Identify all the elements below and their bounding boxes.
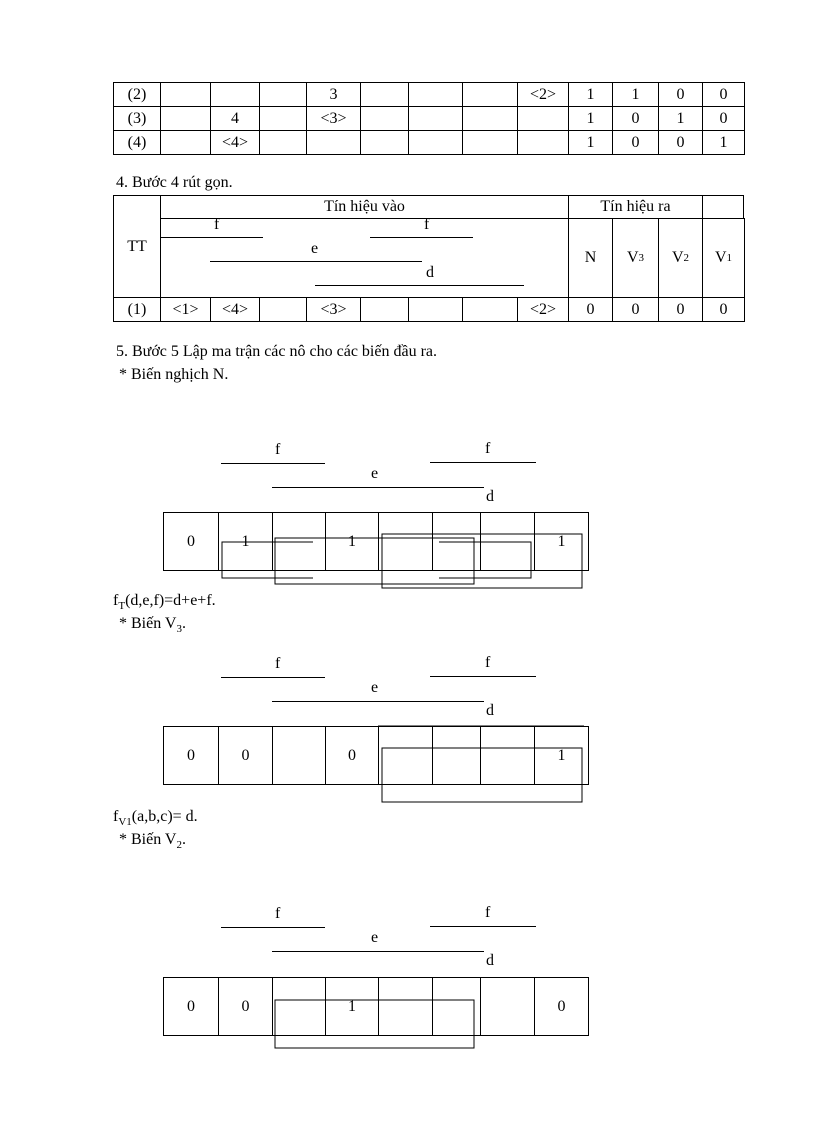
f-range-line bbox=[221, 463, 325, 464]
table-cell bbox=[517, 106, 569, 131]
kmap-e-label: e bbox=[371, 465, 379, 482]
table-cell: 0 bbox=[702, 106, 745, 131]
formula-ft: $f_T(d,e,f)=d+e+f$. bbox=[113, 592, 216, 613]
table-cell bbox=[259, 297, 307, 322]
kmap-cell bbox=[480, 726, 535, 785]
kmap-f-label: f bbox=[275, 441, 281, 458]
table-cell: 0 bbox=[612, 130, 659, 155]
subheading-n: * Biến nghịch N. bbox=[119, 366, 229, 383]
table-cell bbox=[306, 130, 361, 155]
table-cell bbox=[408, 106, 463, 131]
kmap-cell bbox=[272, 726, 326, 785]
step4-heading: 4. Bước 4 rút gọn. bbox=[116, 174, 233, 191]
e-range-line bbox=[272, 701, 484, 702]
kmap-f-label: f bbox=[485, 654, 491, 671]
table-cell: 0 bbox=[568, 297, 613, 322]
table-cell: <1> bbox=[160, 297, 211, 322]
kmap-f-label: f bbox=[485, 440, 491, 457]
tt-header: TT bbox=[113, 195, 161, 298]
kmap-cell bbox=[480, 512, 535, 571]
output-header-1 bbox=[612, 218, 659, 298]
inputs-header: Tín hiệu vào bbox=[160, 195, 569, 219]
table-cell bbox=[462, 130, 518, 155]
output-label: V bbox=[671, 249, 684, 266]
table-cell: (3) bbox=[113, 106, 161, 131]
table-cell: 1 bbox=[568, 130, 613, 155]
var-f-label: f bbox=[424, 216, 430, 233]
table-cell bbox=[259, 130, 307, 155]
table-cell: (1) bbox=[113, 297, 161, 322]
table-cell: 0 bbox=[658, 297, 703, 322]
output-label: N bbox=[584, 249, 597, 266]
output-label: V bbox=[714, 249, 727, 266]
kmap-cell: 0 bbox=[163, 977, 219, 1036]
f-range-line bbox=[430, 676, 536, 677]
table-cell bbox=[408, 82, 463, 107]
kmap-cell bbox=[272, 512, 326, 571]
table-cell bbox=[517, 130, 569, 155]
table-cell bbox=[360, 82, 409, 107]
f-range-line bbox=[221, 927, 325, 928]
table-cell: 0 bbox=[702, 297, 745, 322]
output-subscript: 2 bbox=[683, 252, 690, 264]
subheading-v2: * Biến $V_2$. bbox=[119, 831, 186, 852]
f-range-line bbox=[221, 677, 325, 678]
table-cell: 0 bbox=[612, 297, 659, 322]
table-cell: <3> bbox=[306, 297, 361, 322]
table-cell bbox=[462, 297, 518, 322]
table-cell: <4> bbox=[210, 297, 260, 322]
table-cell: <2> bbox=[517, 82, 569, 107]
table-cell bbox=[160, 106, 211, 131]
table-cell: 4 bbox=[210, 106, 260, 131]
kmap-cell: 1 bbox=[534, 726, 589, 785]
table-cell: 1 bbox=[658, 106, 703, 131]
kmap-cell: 1 bbox=[325, 977, 379, 1036]
table-cell bbox=[360, 106, 409, 131]
kmap-cell bbox=[378, 977, 433, 1036]
table-cell bbox=[408, 130, 463, 155]
var-e-label: e bbox=[311, 240, 319, 257]
kmap-cell bbox=[480, 977, 535, 1036]
table-cell: <4> bbox=[210, 130, 260, 155]
table-cell: (2) bbox=[113, 82, 161, 107]
output-subscript: 3 bbox=[638, 252, 645, 264]
kmap-cell: 0 bbox=[325, 726, 379, 785]
table-cell: <2> bbox=[517, 297, 569, 322]
table-cell bbox=[160, 130, 211, 155]
kmap-cell: 0 bbox=[163, 512, 219, 571]
table-cell: 1 bbox=[568, 106, 613, 131]
var-d-label: d bbox=[426, 264, 434, 281]
table-cell: <3> bbox=[306, 106, 361, 131]
subheading-v3: * Biến $V_3$. bbox=[119, 615, 186, 636]
output-header-3 bbox=[702, 218, 745, 298]
kmap-d-label: d bbox=[486, 702, 494, 719]
table-cell: 0 bbox=[612, 106, 659, 131]
output-label: V bbox=[626, 249, 639, 266]
table-cell: 1 bbox=[612, 82, 659, 107]
kmap-cell: 0 bbox=[534, 977, 589, 1036]
kmap-cell: 1 bbox=[218, 512, 273, 571]
kmap-f-label: f bbox=[275, 905, 281, 922]
table-cell bbox=[160, 82, 211, 107]
kmap-cell bbox=[378, 726, 433, 785]
kmap-cell bbox=[432, 726, 481, 785]
table-cell: 1 bbox=[702, 130, 745, 155]
kmap-f-label: f bbox=[485, 904, 491, 921]
outputs-header: Tín hiệu ra bbox=[568, 195, 703, 219]
output-header-2 bbox=[658, 218, 703, 298]
kmap-d-label: d bbox=[486, 488, 494, 505]
kmap-f-label: f bbox=[275, 655, 281, 672]
formula-fv1: $f_{V1}(a,b,c)= d$. bbox=[113, 808, 198, 829]
e-range-line bbox=[272, 951, 484, 952]
e-range-line bbox=[272, 487, 484, 488]
kmap-cell: 0 bbox=[163, 726, 219, 785]
table-cell: (4) bbox=[113, 130, 161, 155]
kmap-cell bbox=[432, 977, 481, 1036]
table-cell: 0 bbox=[702, 82, 745, 107]
f-range-line bbox=[430, 926, 536, 927]
table-cell: 3 bbox=[306, 82, 361, 107]
kmap-cell: 0 bbox=[218, 726, 273, 785]
table-cell bbox=[210, 82, 260, 107]
table-cell bbox=[462, 82, 518, 107]
f-range-line bbox=[430, 462, 536, 463]
step5-heading: 5. Bước 5 Lập ma trận các nô cho các biến đầu ra. bbox=[116, 343, 437, 360]
table-cell bbox=[360, 297, 409, 322]
kmap-cell: 1 bbox=[534, 512, 589, 571]
table-cell bbox=[360, 130, 409, 155]
table-cell bbox=[408, 297, 463, 322]
table-cell: 1 bbox=[568, 82, 613, 107]
table-cell bbox=[462, 106, 518, 131]
kmap-e-label: e bbox=[371, 929, 379, 946]
var-f-label: f bbox=[214, 216, 220, 233]
table-cell bbox=[259, 106, 307, 131]
output-subscript: 1 bbox=[726, 252, 733, 264]
kmap-cell bbox=[272, 977, 326, 1036]
table-cell: 0 bbox=[658, 130, 703, 155]
table-cell bbox=[259, 82, 307, 107]
kmap-cell: 0 bbox=[218, 977, 273, 1036]
kmap-cell bbox=[432, 512, 481, 571]
table-cell: 0 bbox=[658, 82, 703, 107]
kmap-cell: 1 bbox=[325, 512, 379, 571]
kmap-d-label: d bbox=[486, 952, 494, 969]
kmap-cell bbox=[378, 512, 433, 571]
kmap-e-label: e bbox=[371, 679, 379, 696]
output-header-0 bbox=[568, 218, 613, 298]
